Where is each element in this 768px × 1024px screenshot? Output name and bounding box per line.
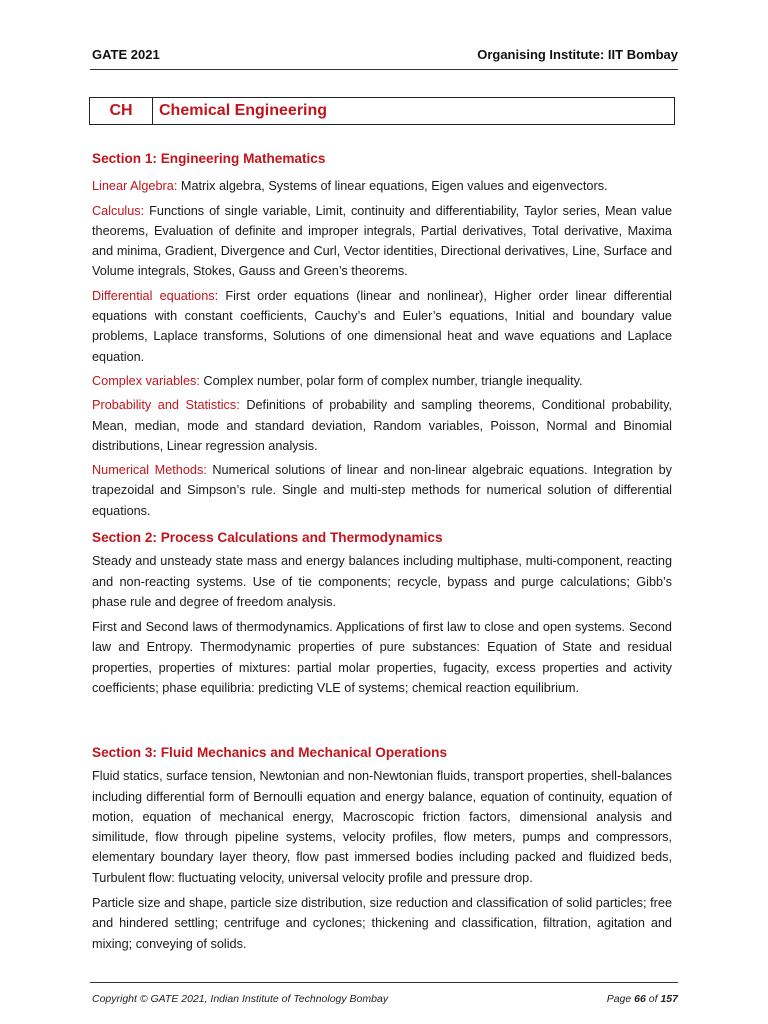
paragraph: Steady and unsteady state mass and energy balances including multiphase, multi-component, reacting and non-reacting systems. Use of tie components; recycle, bypass and purge calculations; Gibb’s phase rule and degree of freedom analysis. [92,554,672,609]
subject-box [89,97,675,125]
header-divider [90,69,678,70]
current-page: 66 [634,993,646,1005]
footer-page-number [607,993,678,1005]
paragraph [92,395,672,456]
topic-label: Differential equations: [92,288,219,303]
paragraph: Fluid statics, surface tension, Newtonian and non-Newtonian fluids, transport properties, shell-balances including differential form of Bernoulli equation and energy balance, equation of continuity, equation of motion, equation of mechanical energy, Macroscopic friction factors, dimensional analysis and similitude, flow through pipeline systems, velocity profiles, flow meters, pumps and compressors, elementary boundary layer theory, flow past immersed bodies including packed and fluidized beds, Turbulent flow: fluctuating velocity, universal velocity profile and pressure drop. [92,769,672,885]
topic-text: First order equations (linear and nonlinear), Higher order linear differential equations with constant coefficients, Cauchy’s and Euler’s equations, Initial and boundary value problems, Laplace transforms, Solutions of one dimensional heat and wave equations and Laplace equation. [92,288,672,364]
subject-code: CH [90,98,153,124]
subject-name: Chemical Engineering [159,102,328,119]
footer-copyright: Copyright © GATE 2021, Indian Institute of Technology Bombay [92,993,389,1005]
paragraph [92,371,672,391]
section-3 [92,743,672,954]
section-2 [92,528,672,698]
paragraph [92,460,672,521]
of-label: of [648,993,658,1005]
total-pages: 157 [660,993,678,1005]
topic-text: Complex number, polar form of complex number, triangle inequality. [199,373,583,388]
section-1 [92,149,672,521]
header-organiser: Organising Institute: IIT Bombay [477,47,678,62]
paragraph [92,176,672,196]
topic-label: Numerical Methods: [92,463,207,478]
topic-label: Linear Algebra: [92,179,178,194]
section-title: Section 1: Engineering Mathematics [92,151,326,166]
section-title: Section 3: Fluid Mechanics and Mechanical Operations [92,745,448,760]
paragraph [92,201,672,282]
paragraph [92,286,672,367]
topic-text: Definitions of probability and sampling theorems, Conditional probability, Mean, median, mode and standard deviation, Random variables, Poisson, Normal and Binomial distributions, Linear regression analysis. [92,398,672,453]
page-label: Page [606,993,632,1005]
topic-label: Complex variables: [92,373,200,388]
section-title: Section 2: Process Calculations and Thermodynamics [92,530,443,545]
topic-label: Calculus: [92,203,145,218]
topic-text: Numerical solutions of linear and non-linear algebraic equations. Integration by trapezoidal and Simpson’s rule. Single and multi-step methods for numerical solution of differential equations. [92,463,673,518]
topic-text: Functions of single variable, Limit, continuity and differentiability, Taylor series, Mean value theorems, Evaluation of definite and improper integrals, Partial derivatives, Total derivative, Maxima and minima, Gradient, Divergence and Curl, Vector identities, Directional derivatives, Line, Surface and Volume integrals, Stokes, Gauss and Green’s theorems. [92,203,672,279]
paragraph: Particle size and shape, particle size distribution, size reduction and classification of solid particles; free and hindered settling; centrifuge and cyclones; thickening and classification, filtration, agitation and mixing; conveying of solids. [92,896,672,951]
topic-label: Probability and Statistics: [92,398,240,413]
footer-divider [90,982,678,983]
topic-text: Matrix algebra, Systems of linear equations, Eigen values and eigenvectors. [177,179,608,194]
paragraph: First and Second laws of thermodynamics. Applications of first law to close and open systems. Second law and Entropy. Thermodynamic properties of pure substances: Equation of State and residual properties, properties of mixtures: partial molar properties, fugacity, excess properties and activity coefficients; phase equilibria: predicting VLE of systems; chemical reaction equilibrium. [92,620,672,696]
header-exam-title: GATE 2021 [92,47,160,62]
